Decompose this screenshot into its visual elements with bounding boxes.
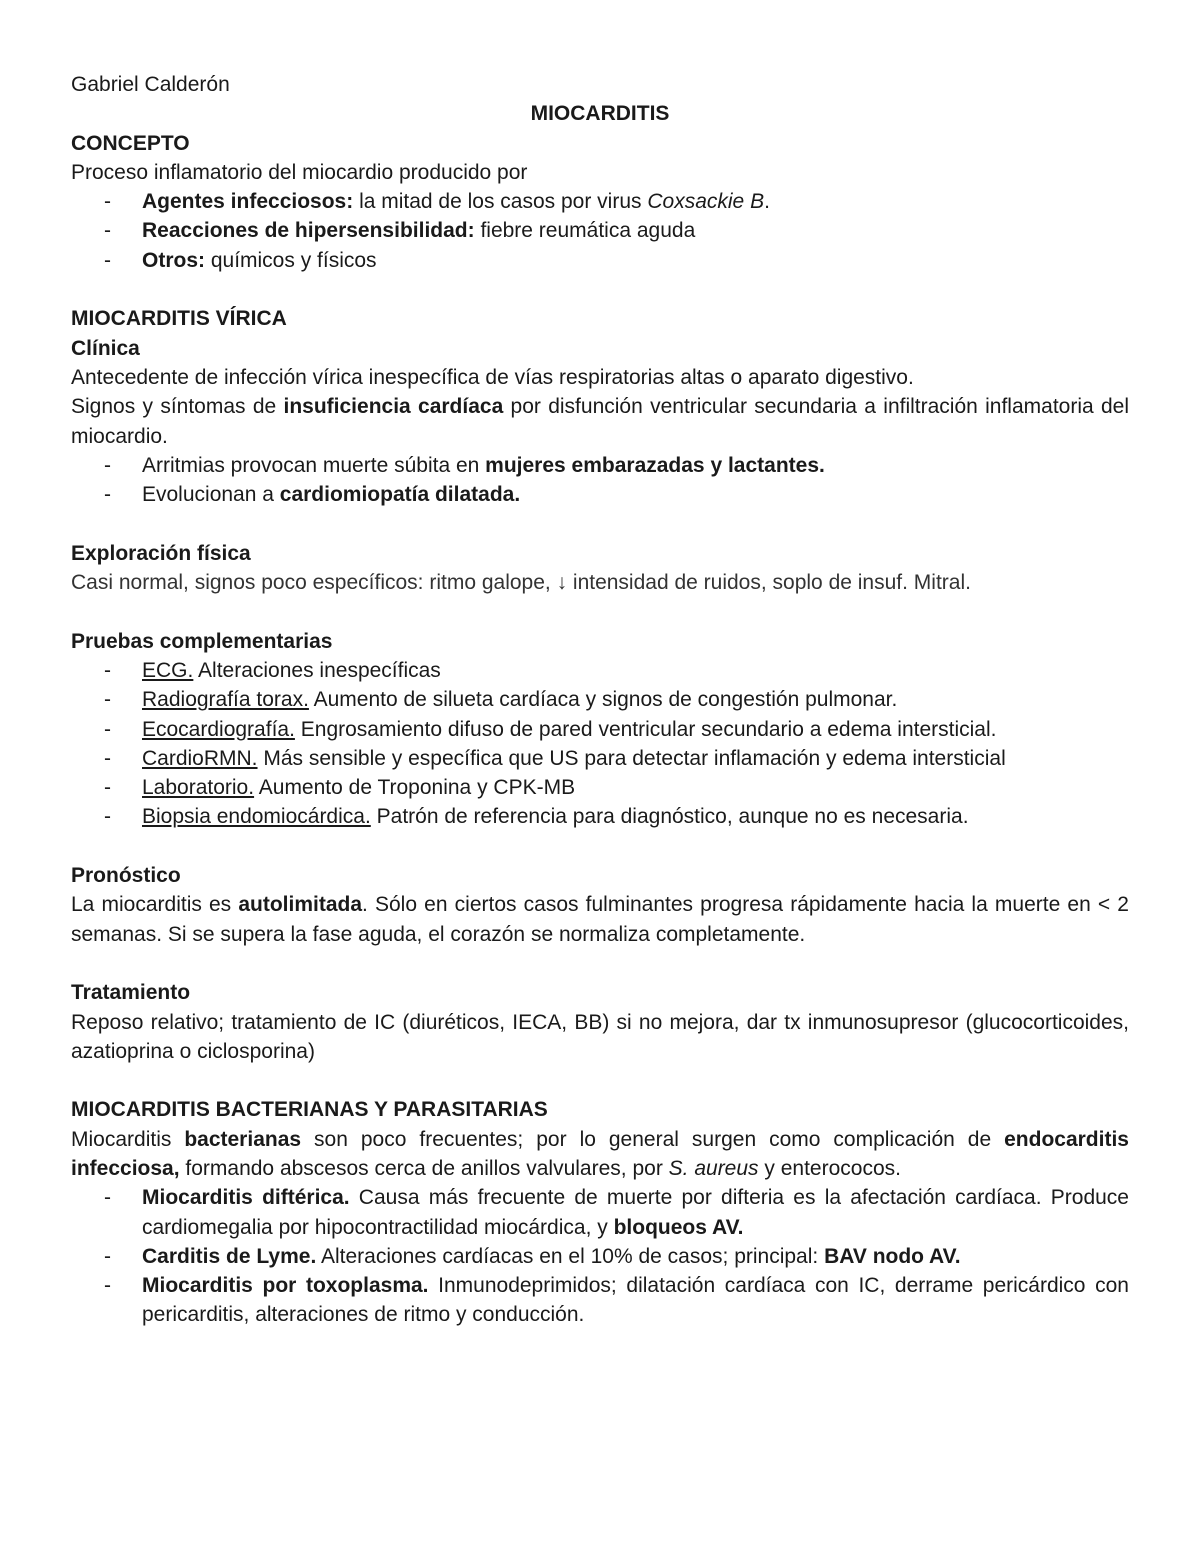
text-run: y enterococos. (758, 1156, 901, 1180)
item-text: Patrón de referencia para diagnóstico, aunque no es necesaria. (370, 805, 969, 829)
text-italic: S. aureus (668, 1156, 759, 1180)
item-underlined: ECG. (142, 658, 194, 682)
text-bold: insuficiencia cardíaca (283, 395, 504, 419)
list-item (71, 1271, 1129, 1330)
item-text: Alteraciones inespecíficas (193, 658, 441, 682)
dash-bullet: - (104, 1274, 111, 1298)
item-bold: cardiomiopatía dilatada. (279, 483, 521, 507)
virica-heading: MIOCARDITIS VÍRICA (71, 307, 287, 331)
text-run: Signos y síntomas de (71, 395, 284, 419)
exploracion-text: Casi normal, signos poco específicos: ritmo galope, ↓ intensidad de ruidos, soplo de insuf. Mitral. (71, 571, 971, 595)
item-bold: mujeres embarazadas y lactantes. (485, 453, 825, 477)
item-bold: Miocarditis por toxoplasma. (142, 1274, 429, 1298)
exploracion-heading: Exploración física (71, 541, 251, 565)
dash-bullet: - (104, 483, 111, 507)
pruebas-list (71, 656, 1129, 832)
text-run: Miocarditis (71, 1127, 185, 1151)
tratamiento-text: Reposo relativo; tratamiento de IC (diuréticos, IECA, BB) si no mejora, dar tx inmunosupresor (glucocorticoides, azatioprina o ciclosporina) (71, 1010, 1129, 1063)
text-run: La miocarditis es (71, 893, 239, 917)
spacer (71, 597, 1129, 626)
item-bold: Agentes infecciosos: (142, 190, 354, 214)
list-item (71, 246, 1129, 275)
item-underlined: Ecocardiografía. (142, 717, 295, 741)
document-title: MIOCARDITIS (530, 102, 670, 126)
item-text: Causa más frecuente de muerte por difteria es la afectación cardíaca. Produce cardiomegalia por hipocontractilidad miocárdica, y (142, 1186, 1129, 1239)
text-bold: autolimitada (238, 893, 363, 917)
item-text: Más sensible y específica que US para detectar inflamación y edema intersticial (257, 746, 1006, 770)
clinica-list (71, 451, 1129, 510)
dash-bullet: - (104, 717, 111, 741)
list-item (71, 1183, 1129, 1242)
item-bold: Otros: (142, 248, 205, 272)
item-underlined: Laboratorio. (142, 776, 255, 800)
bacterianas-heading: MIOCARDITIS BACTERIANAS Y PARASITARIAS (71, 1098, 548, 1122)
item-italic: Coxsackie B (647, 190, 765, 214)
list-item (71, 744, 1129, 773)
list-item (71, 480, 1129, 509)
dash-bullet: - (104, 688, 111, 712)
dash-bullet: - (104, 453, 111, 477)
item-text: Evolucionan a (142, 483, 280, 507)
item-text: Aumento de silueta cardíaca y signos de congestión pulmonar. (308, 688, 898, 712)
item-text: Inmunodeprimidos; dilatación cardíaca con IC, derrame pericárdico con pericarditis, alteraciones de ritmo y conducción. (142, 1274, 1129, 1327)
item-underlined: Radiografía torax. (142, 688, 309, 712)
item-text: la mitad de los casos por virus (353, 190, 648, 214)
list-item (71, 451, 1129, 480)
document-page (71, 70, 1129, 1330)
bacterianas-list (71, 1183, 1129, 1329)
dash-bullet: - (104, 190, 111, 214)
text-run: formando abscesos cerca de anillos valvulares, por (179, 1156, 669, 1180)
dash-bullet: - (104, 1186, 111, 1210)
clinica-heading: Clínica (71, 336, 140, 360)
item-underlined: CardioRMN. (142, 746, 258, 770)
author-name: Gabriel Calderón (71, 73, 230, 96)
item-bold: bloqueos AV. (613, 1215, 744, 1239)
item-bold: Reacciones de hipersensibilidad: (142, 219, 475, 243)
item-bold: BAV nodo AV. (824, 1244, 961, 1268)
list-item (71, 773, 1129, 802)
list-item (71, 216, 1129, 245)
dash-bullet: - (104, 1244, 111, 1268)
item-bold: Carditis de Lyme. (142, 1244, 317, 1268)
spacer (71, 275, 1129, 304)
list-item (71, 715, 1129, 744)
pronostico-heading: Pronóstico (71, 864, 181, 888)
concepto-heading: CONCEPTO (71, 131, 190, 155)
dash-bullet: - (104, 776, 111, 800)
concepto-list (71, 187, 1129, 275)
tratamiento-heading: Tratamiento (71, 981, 191, 1005)
item-underlined: Biopsia endomiocárdica. (142, 805, 371, 829)
dash-bullet: - (104, 746, 111, 770)
text-bold: bacterianas (184, 1127, 302, 1151)
list-item (71, 685, 1129, 714)
list-item (71, 1242, 1129, 1271)
list-item (71, 802, 1129, 831)
text-run: . Sólo en ciertos casos fulminantes progresa rápidamente hacia la muerte en < 2 semanas. Si se supera la fase aguda, el corazón se normaliza completamente. (71, 893, 1129, 946)
clinica-paragraph-2 (71, 392, 1129, 451)
item-text: químicos y físicos (205, 248, 377, 272)
text-run: por disfunción ventricular secundaria a infiltración inflamatoria del miocardio. (71, 395, 1130, 448)
dash-bullet: - (104, 658, 111, 682)
dash-bullet: - (104, 805, 111, 829)
pruebas-heading: Pruebas complementarias (71, 629, 333, 653)
item-text: Alteraciones cardíacas en el 10% de casos; principal: (316, 1244, 825, 1268)
clinica-paragraph-1: Antecedente de infección vírica inespecífica de vías respiratorias altas o aparato digestivo. (71, 365, 914, 389)
item-text: Engrosamiento difuso de pared ventricular secundario a edema intersticial. (294, 717, 997, 741)
bacterianas-paragraph (71, 1125, 1129, 1184)
spacer (71, 949, 1129, 978)
item-bold: Miocarditis diftérica. (142, 1186, 350, 1210)
dash-bullet: - (104, 248, 111, 272)
pronostico-text (71, 890, 1129, 949)
spacer (71, 509, 1129, 538)
item-text: Arritmias provocan muerte súbita en (142, 453, 486, 477)
item-tail: . (764, 190, 770, 214)
dash-bullet: - (104, 219, 111, 243)
concepto-intro: Proceso inflamatorio del miocardio producido por (71, 160, 528, 184)
spacer (71, 832, 1129, 861)
list-item (71, 187, 1129, 216)
item-text: fiebre reumática aguda (474, 219, 696, 243)
item-text: Aumento de Troponina y CPK-MB (254, 776, 576, 800)
list-item (71, 656, 1129, 685)
text-bold: endocarditis infecciosa, (71, 1127, 1129, 1180)
spacer (71, 1066, 1129, 1095)
text-run: son poco frecuentes; por lo general surgen como complicación de (301, 1127, 1005, 1151)
